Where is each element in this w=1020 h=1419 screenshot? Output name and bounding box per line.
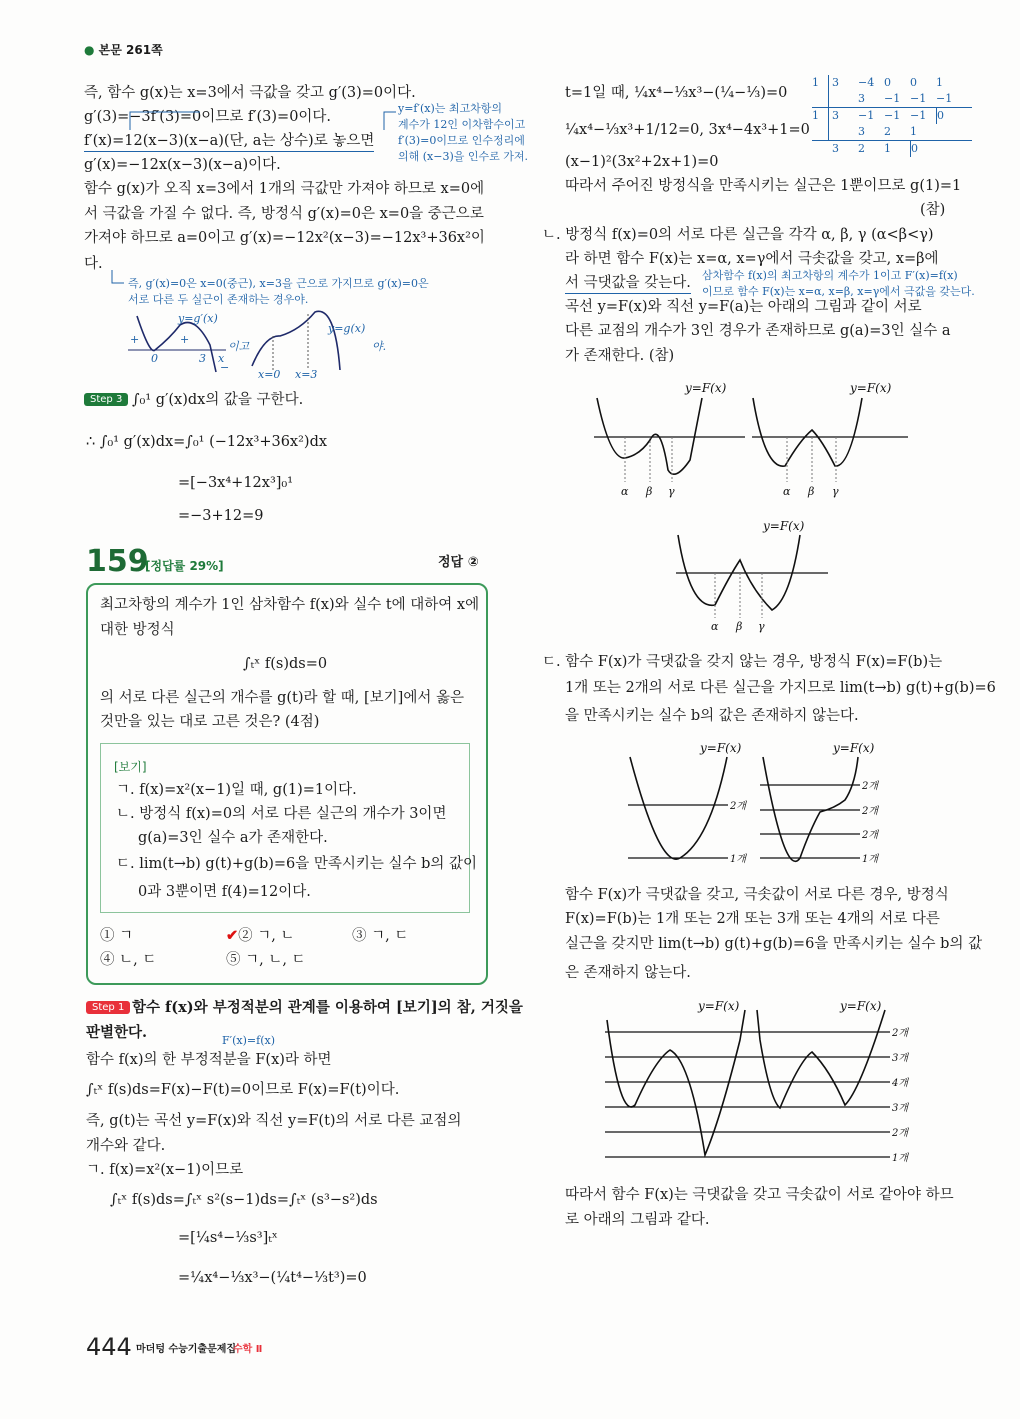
tick-3: 3 [199,352,206,365]
gamma-label: γ [668,485,675,498]
note-line: 즉, g′(x)=0은 x=0(중근), x=3을 근으로 가지므로 g′(x)=0은 [128,277,429,290]
text-line: f′(x)=12(x−3)(x−a)(단, a는 상수)로 놓으면 [84,131,374,152]
graph-label: y=F(x) [698,999,740,1013]
intersection-count: 2개 [862,781,879,792]
intersection-count: 3개 [892,1053,909,1064]
intersection-count: 1개 [892,1153,909,1164]
text-line: 다른 교점의 개수가 3인 경우가 존재하므로 g(a)=3인 실수 a [565,323,951,339]
synth-row: 3 −1 −1 −1 [812,91,972,108]
text-line: 즉, g(t)는 곡선 y=F(x)와 직선 y=F(t)의 서로 다른 교점의 [86,1113,462,1129]
graph-label: y=F(x) [850,381,892,395]
text-line: 가 존재한다. (참) [565,348,675,364]
stem-line: 최고차항의 계수가 1인 삼차함수 f(x)와 실수 t에 대하여 x에 [100,597,480,613]
text-line: g′(3)=−3f′(3)=0이므로 f′(3)=0이다. [84,109,332,125]
note-line: 의해 (x−3)을 인수로 가져. [398,150,528,163]
page-number: 444 [86,1333,132,1361]
intersection-count: 2개 [730,801,747,812]
quartic-curve-2 [753,398,862,466]
text-line: 로 아래의 그림과 같다. [565,1212,710,1228]
alpha-label: α [621,485,629,498]
intersection-count: 2개 [892,1028,909,1039]
answer-label: 정답 ② [438,555,479,570]
beta-label: β [808,485,815,498]
bogi-item: ㄷ. lim(t→b) g(t)+g(b)=6을 만족시키는 실수 b의 값이 [116,856,478,872]
math-line: =[−3x⁴+12x³]₀¹ [178,475,294,491]
book-title: 마더텅 수능기출문제집 [136,1344,237,1355]
alpha-label: α [711,620,719,633]
intersection-count: 1개 [862,854,879,865]
tick-x0: x=0 [258,368,281,381]
step-title: 판별한다. [86,1024,148,1041]
bogi-item: g(a)=3인 실수 a가 존재한다. [138,830,328,846]
math-line: ∫ₜˣ f(s)ds=∫ₜˣ s²(s−1)ds=∫ₜˣ (s³−s²)ds [110,1192,378,1208]
text-line: 을 만족시키는 실수 b의 값은 존재하지 않는다. [565,708,859,724]
tick-x3: x=3 [295,368,318,381]
intersection-count: 4개 [892,1078,909,1089]
choice-3[interactable]: ③ ㄱ, ㄷ [352,928,409,944]
text-line: 서 극댓값을 갖는다. [565,273,691,294]
text-line: ㄷ. 함수 F(x)가 극댓값을 갖지 않는 경우, 방정식 F(x)=F(b)는 [542,654,943,670]
problem-number: 159 [86,544,149,579]
page-ref-text: 본문 261쪽 [98,43,163,57]
text-line: g′(x)=−12x(x−3)(x−a)이다. [84,157,281,173]
choice-5[interactable]: ⑤ ㄱ, ㄴ, ㄷ [226,952,306,968]
bogi-item: 0과 3뿐이면 f(4)=12이다. [138,884,311,900]
verdict: (참) [920,202,946,218]
text-line: 서 극값을 가질 수 없다. 즉, 방정식 g′(x)=0은 x=0을 중근으로 [84,206,484,222]
synth-row: 3 2 1 0 [812,141,972,157]
synth-row: 3 2 1 [812,124,972,141]
intersection-count: 3개 [892,1103,909,1114]
math-line: (x−1)²(3x²+2x+1)=0 [565,154,719,170]
tick-0: 0 [151,352,158,365]
inflection-curve [763,757,858,861]
stem-line: 것만을 있는 대로 고른 것은? (4점) [100,714,320,730]
connector-text: 이고 [228,340,250,353]
synth-row: 1 3 −1 −1 −1 0 [812,108,972,124]
intersection-count: 2개 [892,1128,909,1139]
beta-label: β [736,620,743,633]
stem-equation: ∫ₜˣ f(s)ds=0 [243,656,328,672]
subject: 수학 Ⅱ [233,1344,263,1355]
graph-label: y=F(x) [840,999,882,1013]
synth-row: 1 3 −4 0 0 1 [812,76,943,89]
text-line: 따라서 함수 F(x)는 극댓값을 갖고 극솟값이 서로 같아야 하므 [565,1187,954,1203]
step-badge: Step 1 [86,1001,130,1014]
math-line: ∫ₜˣ f(s)ds=F(x)−F(t)=0이므로 F(x)=F(t)이다. [86,1082,400,1098]
stem-line: 대한 방정식 [100,622,175,638]
beta-label: β [646,485,653,498]
parabola-curve [630,757,727,859]
text-line-content: 함수 f(x)의 한 부정적분을 F(x)라 하면 [86,1052,332,1068]
text-line: 가져야 하므로 a=0이고 g′(x)=−12x²(x−3)=−12x³+36x²이 [84,230,485,246]
plus-sign: + [180,333,190,346]
text-line: 은 존재하지 않는다. [565,965,691,981]
text-line: ㄴ. 방정식 f(x)=0의 서로 다른 실근을 각각 α, β, γ (α<β<γ) [542,227,934,243]
text-line: 곡선 y=F(x)와 직선 y=F(a)는 아래의 그림과 같이 서로 [565,299,922,315]
choice-label: ② ㄱ, ㄴ [238,928,295,944]
text-line: 따라서 주어진 방정식을 만족시키는 실근은 1뿐이므로 g(1)=1 [565,178,962,194]
text-line: 다. [84,256,103,272]
text-line: 함수 g(x)가 오직 x=3에서 1개의 극값만 가져야 하므로 x=0에 [84,181,485,197]
text-line: 함수 F(x)가 극댓값을 갖고, 극솟값이 서로 다른 경우, 방정식 [565,887,949,903]
math-line: =[¼s⁴−⅓s³]ₜˣ [178,1230,278,1246]
text-line: 실근을 갖지만 lim(t→b) g(t)+g(b)=6을 만족시키는 실수 b의 값 [565,936,983,952]
choice-1[interactable]: ① ㄱ [100,928,134,944]
correct-rate: [정답률 29%] [145,559,224,573]
intersection-count: 2개 [862,830,879,841]
text-line: ㄱ. f(x)=x²(x−1)이므로 [86,1162,244,1178]
check-icon: ✔ [226,927,239,944]
connector-text: 야. [372,340,387,353]
math-line: ¼x⁴−⅓x³+1/12=0, 3x⁴−4x³+1=0 [565,122,810,138]
minus-sign: − [220,361,230,374]
note-line: y=f′(x)는 최고차항의 [398,102,503,115]
gamma-label: γ [832,485,839,498]
note-line: 계수가 12인 이차함수이고 [398,118,526,131]
text-line: 1개 또는 2개의 서로 다른 실근을 가지므로 lim(t→b) g(t)+g(b)=6 [565,680,996,696]
text-line: F(x)=F(b)는 1개 또는 2개 또는 3개 또는 4개의 서로 다른 [565,911,940,927]
side-note: F′(x)=f(x) [222,1034,275,1047]
graph-label: y=F(x) [763,519,805,533]
step-title: ∫₀¹ g′(x)dx의 값을 구한다. [132,392,304,408]
step-badge: Step 3 [84,393,128,406]
graph-label: y=g(x) [328,322,366,335]
plus-sign: + [130,333,140,346]
graph-label: y=F(x) [685,381,727,395]
intersection-count: 1개 [730,854,747,865]
math-line: ∴ ∫₀¹ g′(x)dx=∫₀¹ (−12x³+36x²)dx [86,434,328,450]
graph-label: y=g′(x) [178,312,218,325]
circle-icon: ● [84,43,95,57]
note-line: 이므로 함수 F(x)는 x=α, x=β, x=γ에서 극값을 갖는다. [702,285,975,298]
graph-label: y=F(x) [833,741,875,755]
bogi-item: ㄱ. f(x)=x²(x−1)일 때, g(1)=1이다. [116,782,357,798]
bogi-item: ㄴ. 방정식 f(x)=0의 서로 다른 실근의 개수가 3이면 [116,806,447,822]
graph-label: y=F(x) [700,741,742,755]
axis-x: x [218,352,225,365]
intersection-count: 2개 [862,806,879,817]
note-line: f′(3)=0이므로 인수정리에 [398,134,525,147]
stem-line: 의 서로 다른 실근의 개수를 g(t)라 할 때, [보기]에서 옳은 [100,690,464,706]
gamma-label: γ [758,620,765,633]
note-line: 서로 다른 두 실근이 존재하는 경우야. [128,293,309,306]
quartic-curve-5 [757,1010,885,1108]
bogi-title: [보기] [114,760,147,774]
math-line: =¼x⁴−⅓x³−(¼t⁴−⅓t³)=0 [178,1270,367,1286]
math-line: =−3+12=9 [178,508,264,524]
step-title: 함수 f(x)와 부정적분의 관계를 이용하여 [보기]의 참, 거짓을 [132,999,523,1016]
note-line: 삼차함수 f(x)의 최고차항의 계수가 1이고 F′(x)=f(x) [702,269,958,282]
text-line: 라 하면 함수 F(x)는 x=α, x=γ에서 극솟값을 갖고, x=β에 [565,251,939,267]
text-line: 즉, 함수 g(x)는 x=3에서 극값을 갖고 g′(3)=0이다. [84,85,416,101]
text-line: 개수와 같다. [86,1138,166,1154]
choice-4[interactable]: ④ ㄴ, ㄷ [100,952,157,968]
math-line: t=1일 때, ¼x⁴−⅓x³−(¼−⅓)=0 [565,85,788,101]
alpha-label: α [783,485,791,498]
